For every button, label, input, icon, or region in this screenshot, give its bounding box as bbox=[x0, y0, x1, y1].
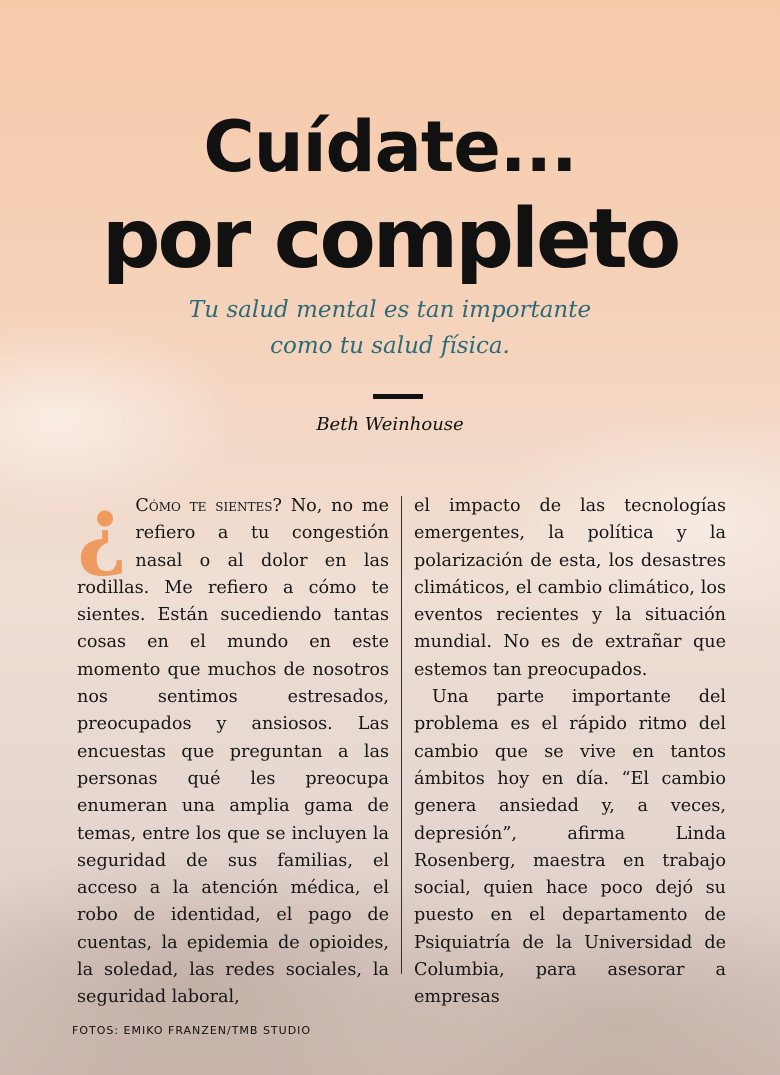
author-byline: Beth Weinhouse bbox=[316, 414, 464, 435]
title-divider bbox=[373, 394, 423, 399]
dropcap-question-mark: ¿ bbox=[77, 479, 128, 580]
column-1-text: No, no me refiero a tu congestión nasal o al dolor en las rodillas. Me refiero a cómo te sientes. Están sucediendo tantas cosas en el mundo en este momento que muchos de nosotros nos sentimos estresados, preocupados y ansiosos. Las encuestas que preguntan a las personas qué les preocupa enumeran una amplia gama de temas, entre los que se incluyen la seguridad de sus familias, el acceso a la atención médica, el robo de identidad, el pago de cuentas, la epidemia de opioides, la soledad, las redes sociales, la seguridad laboral, bbox=[77, 496, 389, 1008]
article-subtitle bbox=[0, 292, 780, 364]
column-divider bbox=[401, 496, 402, 974]
article-title-line2: por completo bbox=[101, 192, 679, 287]
subtitle-line2: como tu salud física. bbox=[270, 333, 510, 359]
photo-credit: FOTOS: EMIKO FRANZEN/TMB STUDIO bbox=[72, 1024, 312, 1037]
article-column-2 bbox=[414, 493, 726, 1012]
article-title-line1: Cuídate... bbox=[203, 106, 577, 188]
article-column-1 bbox=[77, 479, 389, 1012]
article-paragraph bbox=[77, 479, 389, 1012]
subtitle-line1: Tu salud mental es tan importante bbox=[188, 297, 592, 323]
article-paragraph: Una parte importante del problema es el rápido ritmo del cambio que se vive en tantos ámbitos hoy en día. “El cambio genera ansiedad y, a veces, depresión”, afirma Linda Rosenberg, maestra en trabajo social, quien hace poco dejó su puesto en el departamento de Psiquiatría de la Universidad de Columbia, para asesorar a empresas bbox=[414, 687, 726, 1008]
lead-in-smallcaps: Cómo te sientes? bbox=[135, 496, 282, 516]
article-paragraph: el impacto de las tecnologías emergentes, la política y la polarización de esta, los desastres climáticos, el cambio climático, los eventos recientes y la situación mundial. No es de extrañar que estemos tan preocupados. bbox=[414, 496, 726, 680]
